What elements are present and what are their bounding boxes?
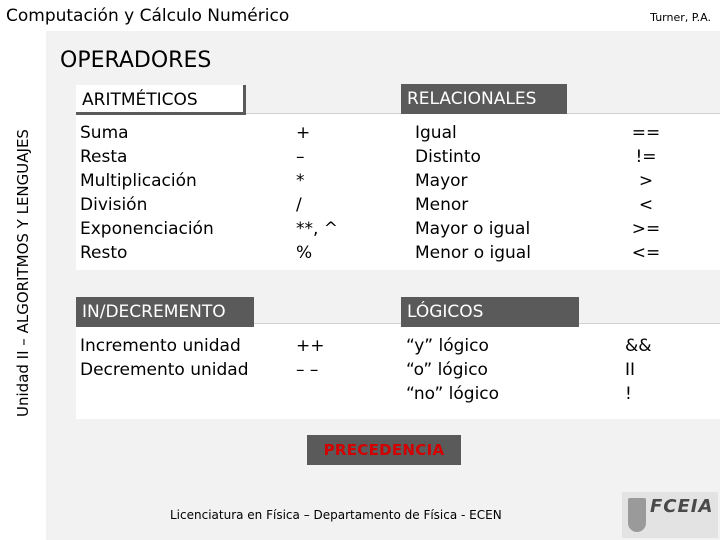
faculty-logo [622,492,718,538]
increment-symbols [296,334,325,382]
operator-symbol: ++ [296,336,325,356]
author-name: Turner, P.A. [650,11,711,24]
operator-name: Mayor o igual [415,219,531,239]
increment-names [80,334,249,382]
operator-name: Decremento unidad [80,360,249,380]
operator-name: Menor [415,195,469,215]
sidebar [0,31,46,540]
logo-text: FCEIA [650,496,714,517]
operator-name: Mayor [415,171,468,191]
operator-symbol: ! [625,384,632,404]
operator-name: Exponenciación [80,219,214,239]
operator-symbol: != [635,147,657,167]
precedence-button[interactable]: PRECEDENCIA [307,435,461,465]
operator-name: “y” lógico [406,336,489,356]
operator-symbol: && [625,336,652,356]
increment-label: IN/DECREMENTO [76,297,254,327]
logical-symbols [625,334,652,406]
operator-symbol: < [638,195,654,215]
operator-name: Distinto [415,147,481,167]
operator-symbol: – [296,147,305,167]
operator-symbol: / [296,195,302,215]
operator-name: “o” lógico [406,360,488,380]
operator-symbol: == [631,123,661,143]
operator-name: Resta [80,147,128,167]
unit-title: Unidad II – ALGORITMOS Y LENGUAJES [14,129,32,417]
operator-symbol: >= [631,219,661,239]
operator-name: Menor o igual [415,243,531,263]
operator-symbol: – – [296,360,319,380]
operator-symbol: * [296,171,305,191]
operator-symbol: II [625,360,636,380]
relational-symbols [618,121,674,265]
operator-name: Suma [80,123,129,143]
operator-symbol: **, ^ [296,219,339,239]
operator-name: División [80,195,148,215]
arithmetic-label: ARITMÉTICOS [76,85,246,115]
operator-name: Multiplicación [80,171,197,191]
relational-label: RELACIONALES [401,84,567,114]
university-shield-icon [628,498,646,532]
logical-label: LÓGICOS [401,297,579,327]
operator-symbol: <= [631,243,661,263]
relational-names [415,121,531,265]
logical-names [406,334,499,406]
operator-symbol: % [296,243,313,263]
operator-name: “no” lógico [406,384,500,404]
arithmetic-symbols [296,121,338,265]
operator-name: Incremento unidad [80,336,241,356]
operator-symbol: > [638,171,654,191]
arithmetic-names [80,121,214,265]
operator-name: Resto [80,243,128,263]
footer-text: Licenciatura en Física – Departamento de Física - ECEN [170,508,502,522]
course-title: Computación y Cálculo Numérico [6,6,290,26]
operator-name: Igual [415,123,457,143]
section-title: OPERADORES [60,48,212,73]
operator-symbol: + [296,123,311,143]
